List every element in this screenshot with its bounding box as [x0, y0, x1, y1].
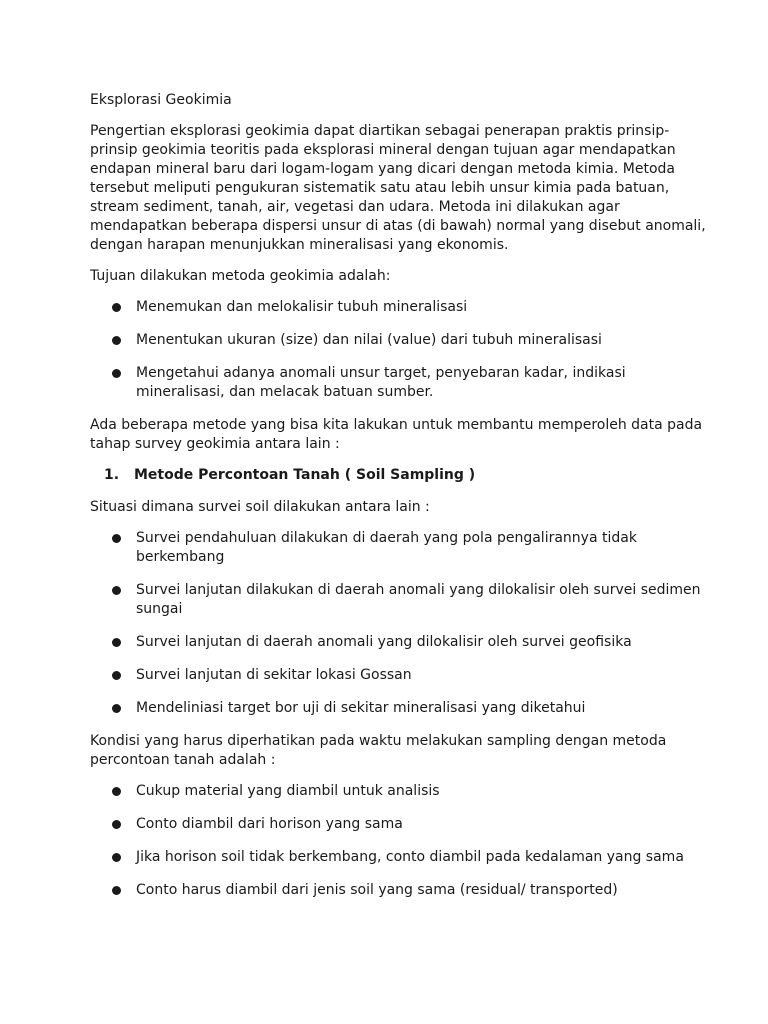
bullet-icon — [112, 671, 121, 680]
section-heading — [90, 466, 708, 485]
bullet-icon — [112, 369, 121, 378]
section-number: 1. — [104, 467, 120, 483]
bullet-icon — [112, 853, 121, 862]
list-item: Mengetahui adanya anomali unsur target, penyebaran kadar, indikasi mineralisasi, dan melacak batuan sumber. — [90, 364, 708, 402]
situasi-intro: Situasi dimana survei soil dilakukan antara lain : — [90, 499, 430, 515]
document-title: Eksplorasi Geokimia — [90, 92, 232, 108]
bullet-icon — [112, 704, 121, 713]
list-item: Menentukan ukuran (size) dan nilai (value) dari tubuh mineralisasi — [90, 331, 708, 350]
list-item: Jika horison soil tidak berkembang, conto diambil pada kedalaman yang sama — [90, 848, 708, 867]
list-item: Survei pendahuluan dilakukan di daerah yang pola pengalirannya tidak berkembang — [90, 529, 708, 567]
bullet-icon — [112, 336, 121, 345]
list-item: Survei lanjutan di daerah anomali yang dilokalisir oleh survei geofisika — [90, 633, 708, 652]
metode-intro: Ada beberapa metode yang bisa kita lakukan untuk membantu memperoleh data pada tahap survey geokimia antara lain : — [90, 417, 703, 452]
tujuan-list — [90, 298, 708, 402]
bullet-icon — [112, 787, 121, 796]
list-item: Cukup material yang diambil untuk analisis — [90, 782, 708, 801]
intro-paragraph: Pengertian eksplorasi geokimia dapat diartikan sebagai penerapan praktis prinsip-prinsip geokimia teoritis pada eksplorasi mineral dengan tujuan agar mendapatkan endapan mineral baru dari logam-logam yang dicari dengan metoda kimia. Metoda tersebut meliputi pengukuran sistematik satu atau lebih unsur kimia pada batuan, stream sediment, tanah, air, vegetasi dan udara. Metoda ini dilakukan agar mendapatkan beberapa dispersi unsur di atas (di bawah) normal yang disebut anomali, dengan harapan menunjukkan mineralisasi yang ekonomis. — [90, 123, 706, 253]
list-item: Conto harus diambil dari jenis soil yang sama (residual/ transported) — [90, 881, 708, 900]
situasi-list — [90, 529, 708, 718]
tujuan-intro: Tujuan dilakukan metoda geokimia adalah: — [90, 268, 391, 284]
kondisi-list — [90, 782, 708, 900]
bullet-icon — [112, 638, 121, 647]
bullet-icon — [112, 820, 121, 829]
bullet-icon — [112, 534, 121, 543]
list-item: Conto diambil dari horison yang sama — [90, 815, 708, 834]
kondisi-intro: Kondisi yang harus diperhatikan pada waktu melakukan sampling dengan metoda percontoan tanah adalah : — [90, 733, 667, 768]
bullet-icon — [112, 886, 121, 895]
section-title: Metode Percontoan Tanah ( Soil Sampling ) — [134, 467, 476, 483]
bullet-icon — [112, 303, 121, 312]
list-item: Survei lanjutan di sekitar lokasi Gossan — [90, 666, 708, 685]
list-item: Menemukan dan melokalisir tubuh mineralisasi — [90, 298, 708, 317]
list-item: Mendeliniasi target bor uji di sekitar mineralisasi yang diketahui — [90, 699, 708, 718]
list-item: Survei lanjutan dilakukan di daerah anomali yang dilokalisir oleh survei sedimen sungai — [90, 581, 708, 619]
bullet-icon — [112, 586, 121, 595]
